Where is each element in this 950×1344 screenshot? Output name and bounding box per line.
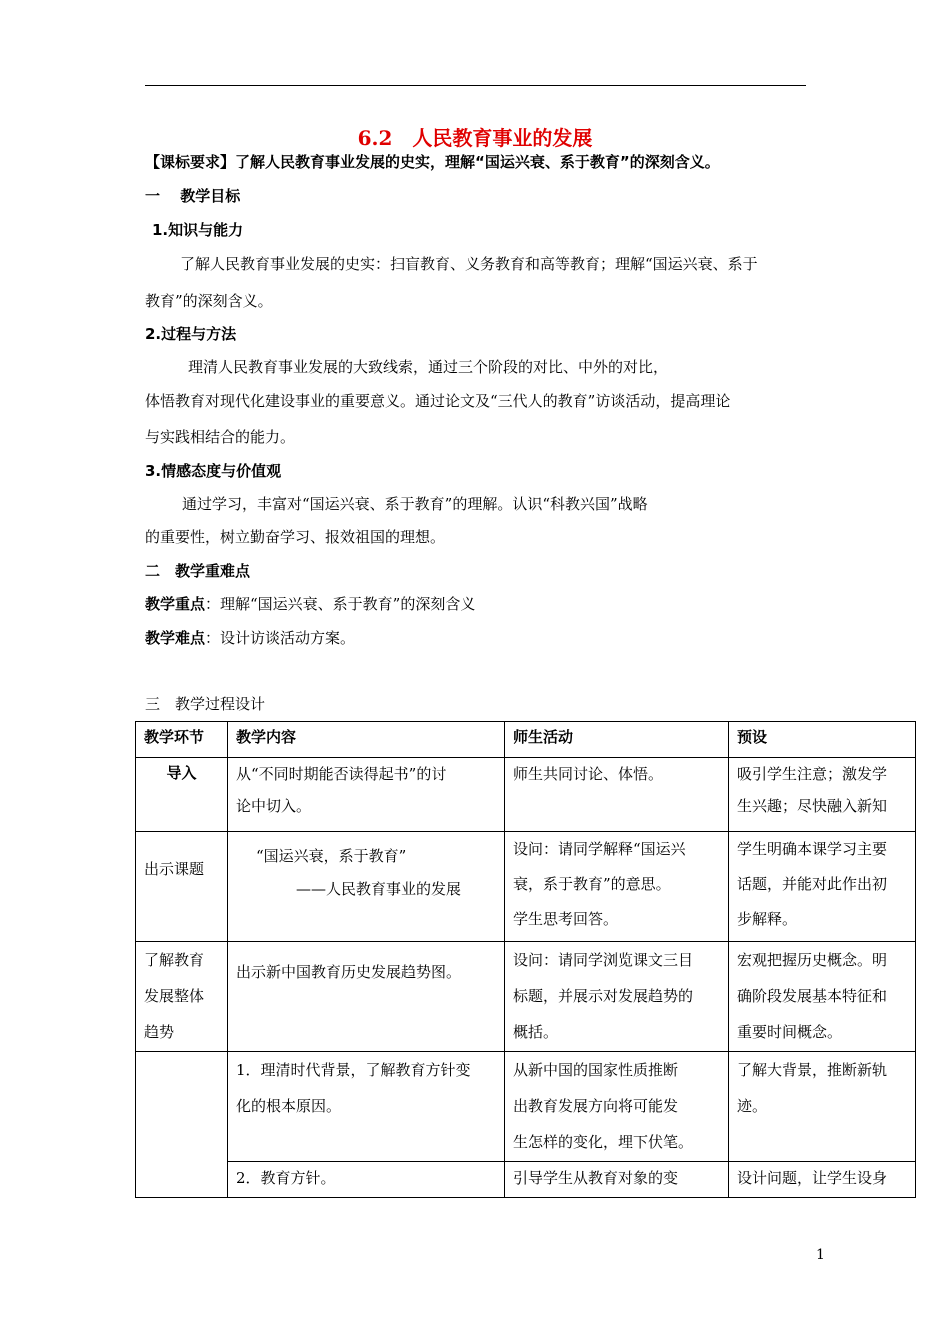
sub1-line-2: 教育”的深刻含义。 (145, 292, 273, 310)
stage-cell: 导入 (136, 758, 228, 832)
activity-line: 设问：请同学浏览课文三目 (513, 951, 694, 969)
activity-line: 学生思考回答。 (513, 910, 619, 928)
content-cell (228, 758, 505, 832)
sub1-line-1: 了解人民教育事业发展的史实：扫盲教育、义务教育和高等教育；理解“国运兴衰、系于 (180, 255, 758, 273)
header-rule (145, 85, 806, 86)
header-activity: 师生活动 (505, 722, 729, 758)
preset-line: 生兴趣；尽快融入新知 (737, 797, 888, 815)
content-line: “国运兴衰，系于教育” (256, 847, 407, 865)
preset-cell (729, 832, 916, 942)
preset-cell (729, 1162, 916, 1198)
sub2-line-3: 与实践相结合的能力。 (145, 428, 296, 446)
content-line: ——人民教育事业的发展 (296, 880, 462, 898)
stage-cell (136, 942, 228, 1052)
activity-line: 标题，并展示对发展趋势的 (513, 987, 694, 1005)
activity-cell (505, 758, 729, 832)
header-preset: 预设 (729, 722, 916, 758)
activity-cell (505, 832, 729, 942)
sub1-heading: 1.知识与能力 (152, 221, 244, 239)
preset-line: 步解释。 (737, 910, 798, 928)
table-row (136, 1162, 916, 1198)
preset-line: 学生明确本课学习主要 (737, 840, 888, 858)
section3-heading: 三 教学过程设计 (145, 695, 266, 713)
stage-line: 了解教育 (144, 951, 205, 969)
activity-cell (505, 1162, 729, 1198)
preset-line: 设计问题，让学生设身 (737, 1169, 888, 1187)
stage-cell: 出示课题 (136, 832, 228, 942)
table-row (136, 758, 916, 832)
content-cell (228, 1052, 505, 1162)
content-line: 出示新中国教育历史发展趋势图。 (236, 963, 462, 981)
preset-line: 话题，并能对此作出初 (737, 875, 888, 893)
preset-line: 确阶段发展基本特征和 (737, 987, 888, 1005)
preset-cell (729, 1052, 916, 1162)
content-cell (228, 1162, 505, 1198)
activity-line: 出教育发展方向将可能发 (513, 1097, 679, 1115)
section1-heading: 一 教学目标 (145, 187, 241, 205)
teaching-difficulty-text: ：设计访谈活动方案。 (205, 629, 356, 647)
lesson-table (135, 721, 916, 1198)
content-line: 从“不同时期能否读得起书”的讨 (236, 765, 447, 783)
activity-line: 从新中国的国家性质推断 (513, 1061, 679, 1079)
stage-line: 发展整体 (144, 987, 205, 1005)
activity-line: 概括。 (513, 1023, 559, 1041)
preset-cell (729, 758, 916, 832)
activity-cell (505, 1052, 729, 1162)
preset-line: 吸引学生注意；激发学 (737, 765, 888, 783)
content-line: 1．理清时代背景，了解教育方针变 (236, 1061, 471, 1079)
curriculum-requirement: 【课标要求】了解人民教育事业发展的史实，理解“国运兴衰、系于教育”的深刻含义。 (145, 153, 720, 171)
teaching-focus-text: ：理解“国运兴衰、系于教育”的深刻含义 (205, 595, 476, 613)
activity-line: 生怎样的变化，埋下伏笔。 (513, 1133, 694, 1151)
activity-line: 引导学生从教育对象的变 (513, 1169, 679, 1187)
teaching-focus (145, 593, 475, 614)
header-stage: 教学环节 (136, 722, 228, 758)
teaching-focus-label: 教学重点 (145, 595, 206, 613)
activity-line: 师生共同讨论、体悟。 (513, 765, 664, 783)
content-cell (228, 942, 505, 1052)
content-cell (228, 832, 505, 942)
content-line: 化的根本原因。 (236, 1097, 342, 1115)
content-line: 论中切入。 (236, 797, 312, 815)
table-row (136, 942, 916, 1052)
preset-line: 迹。 (737, 1097, 768, 1115)
preset-line: 宏观把握历史概念。明 (737, 951, 888, 969)
teaching-difficulty-label: 教学难点 (145, 629, 206, 647)
sub3-heading: 3.情感态度与价值观 (145, 462, 282, 480)
table-row (136, 832, 916, 942)
sub2-line-1: 理清人民教育事业发展的大致线索，通过三个阶段的对比、中外的对比， (188, 358, 669, 376)
preset-cell (729, 942, 916, 1052)
table-row (136, 1052, 916, 1162)
activity-cell (505, 942, 729, 1052)
stage-line: 趋势 (144, 1023, 175, 1041)
sub2-line-2: 体悟教育对现代化建设事业的重要意义。通过论文及“三代人的教育”访谈活动，提高理论 (145, 392, 731, 410)
document-title: 6.2 人民教育事业的发展 (357, 126, 593, 150)
teaching-difficulty (145, 627, 355, 648)
preset-line: 了解大背景，推断新轨 (737, 1061, 888, 1079)
activity-line: 设问：请同学解释“国运兴 (513, 840, 686, 858)
table-header-row (136, 722, 916, 758)
sub3-line-2: 的重要性，树立勤奋学习、报效祖国的理想。 (145, 528, 446, 546)
header-content: 教学内容 (228, 722, 505, 758)
page-number: 1 (816, 1247, 825, 1263)
section2-heading: 二 教学重难点 (145, 562, 251, 580)
sub2-heading: 2.过程与方法 (145, 325, 237, 343)
preset-line: 重要时间概念。 (737, 1023, 843, 1041)
sub3-line-1: 通过学习，丰富对“国运兴衰、系于教育”的理解。认识“科教兴国”战略 (182, 495, 648, 513)
stage-cell (136, 1052, 228, 1198)
activity-line: 衰，系于教育”的意思。 (513, 875, 671, 893)
content-line: 2．教育方针。 (236, 1169, 336, 1187)
